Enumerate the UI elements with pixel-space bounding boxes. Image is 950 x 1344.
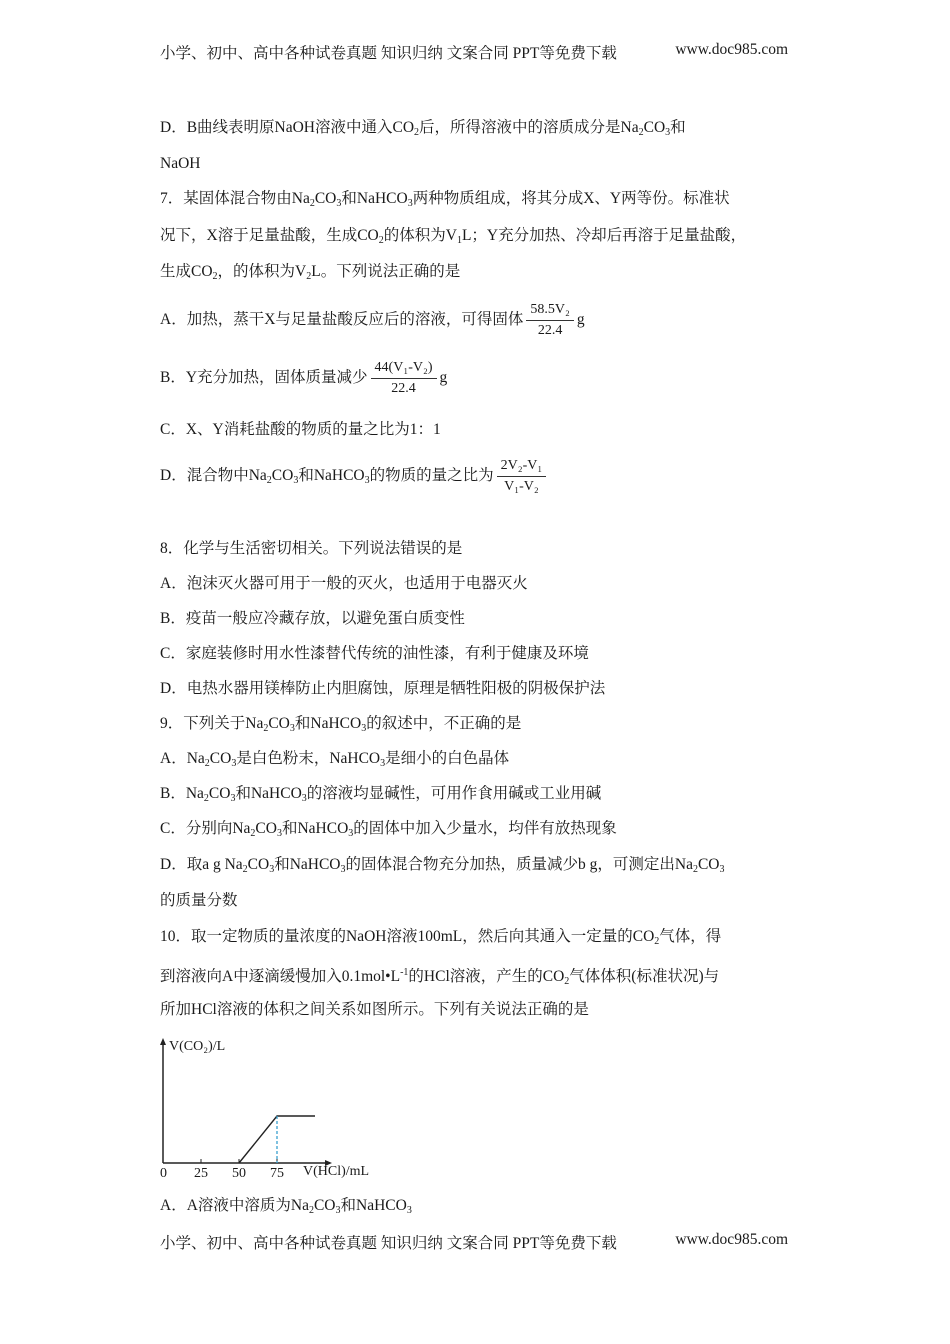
text-run: 和NaHCO <box>341 190 408 207</box>
subscript: 2 <box>266 475 272 487</box>
denominator: 22.4 <box>391 381 416 396</box>
subscript: 3 <box>293 475 299 487</box>
fraction <box>371 358 437 399</box>
co2-volume-chart <box>150 1030 390 1180</box>
text-line <box>160 927 721 947</box>
text-run: D．电热水器用镁棒防止内胆腐蚀，原理是牺牲阳极的阴极保护法 <box>160 680 606 697</box>
text-run: CO <box>313 1197 336 1214</box>
text-run: 的物质的量之比为 <box>369 467 494 485</box>
subscript: 2 <box>414 127 420 138</box>
text-run: 两种物质组成，将其分成X、Y两等份。标准状 <box>412 190 730 207</box>
denominator: 22.4 <box>537 323 563 338</box>
text-line <box>160 714 521 734</box>
subscript: 3 <box>665 127 671 138</box>
subscript: 2 <box>309 198 315 209</box>
text-run: CO <box>247 856 270 873</box>
page-header <box>160 41 788 63</box>
subscript: 2 <box>564 976 570 988</box>
subscript: 2 <box>638 127 644 138</box>
text-run: C．X、Y消耗盐酸的物质的量之比为1：1 <box>160 421 441 438</box>
subscript: 2 <box>692 864 698 875</box>
subscript: 2 <box>378 235 384 246</box>
x-axis-label: V(HCl)/mL <box>303 1164 370 1179</box>
text-run: L。下列说法正确的是 <box>311 263 461 280</box>
text-run: 的固体中加入少量水，均伴有放热现象 <box>353 820 617 837</box>
numerator: 2V₂-V₁ <box>497 456 547 477</box>
text-run: B．疫苗一般应冷藏存放，以避免蛋白质变性 <box>160 610 465 627</box>
subscript: 3 <box>335 1205 341 1216</box>
subscript: 3 <box>231 758 237 769</box>
subscript: 3 <box>230 793 236 804</box>
subscript: 3 <box>269 864 275 875</box>
text-line <box>160 644 589 664</box>
text-line <box>160 1000 589 1020</box>
text-run: 气体，得 <box>659 928 722 945</box>
superscript: -1 <box>400 967 409 978</box>
header-url[interactable]: www.doc985.com <box>675 41 788 58</box>
subscript: 3 <box>348 828 354 839</box>
text-line <box>160 456 549 497</box>
text-run: 8．化学与生活密切相关。下列说法错误的是 <box>160 540 463 557</box>
text-run: 和NaHCO <box>298 467 365 485</box>
text-run: 和 <box>670 119 686 136</box>
text-run: CO <box>255 820 277 837</box>
x-tick-label: 50 <box>232 1166 246 1180</box>
fraction <box>526 300 574 341</box>
text-run: 的叙述中，不正确的是 <box>366 715 522 732</box>
text-run: B．Na <box>160 785 204 802</box>
footer-url[interactable]: www.doc985.com <box>675 1231 788 1248</box>
text-run: CO <box>314 190 337 207</box>
text-run: C．家庭装修时用水性漆替代传统的油性漆，有利于健康及环境 <box>160 645 589 662</box>
text-run: CO <box>208 785 231 802</box>
text-run: 的质量分数 <box>160 892 238 909</box>
text-run: A．泡沫灭火器可用于一般的灭火，也适用于电器灭火 <box>160 575 528 592</box>
text-run: D．混合物中Na <box>160 467 267 485</box>
fraction <box>497 456 547 497</box>
text-run: A．加热，蒸干X与足量盐酸反应后的溶液，可得固体 <box>160 311 524 329</box>
text-line <box>160 226 746 246</box>
y-axis-arrow <box>160 1038 166 1045</box>
text-run: 生成CO <box>160 263 213 280</box>
subscript: 3 <box>340 864 346 875</box>
subscript: 3 <box>364 475 370 487</box>
text-line <box>160 609 465 629</box>
text-run: g <box>439 369 448 387</box>
text-line <box>160 300 585 341</box>
text-run: 9．下列关于Na <box>160 715 264 732</box>
text-run: CO <box>209 750 232 767</box>
text-run: 所加HCl溶液的体积之间关系如图所示。下列有关说法正确的是 <box>160 1001 589 1018</box>
text-run: CO <box>643 119 666 136</box>
text-run: 和NaHCO <box>294 715 362 732</box>
text-run: D．取a g Na <box>160 856 243 873</box>
text-run: 的溶液均显碱性，可用作食用碱或工业用碱 <box>306 785 602 802</box>
text-line <box>160 262 460 282</box>
subscript: 2 <box>204 758 210 769</box>
text-line <box>160 539 462 559</box>
text-line <box>160 420 441 440</box>
subscript: 2 <box>212 271 218 282</box>
text-run: 和NaHCO <box>281 820 349 837</box>
text-line <box>160 819 617 839</box>
subscript: 3 <box>276 828 282 839</box>
text-run: 的固体混合物充分加热，质量减少b g，可测定出Na <box>345 856 693 873</box>
text-line <box>160 1196 412 1216</box>
text-line <box>160 358 447 399</box>
subscript: 2 <box>203 793 209 804</box>
text-run: 10．取一定物质的量浓度的NaOH溶液100mL，然后向其通入一定量的CO <box>160 928 655 945</box>
text-line <box>160 963 719 987</box>
text-run: D．B曲线表明原NaOH溶液中通入CO <box>160 119 415 136</box>
text-run: 况下，X溶于足量盐酸，生成CO <box>160 227 379 244</box>
subscript: 2 <box>654 936 660 947</box>
subscript: 2 <box>242 864 248 875</box>
text-run: C．分别向Na <box>160 820 251 837</box>
text-run: g <box>576 311 585 329</box>
text-run: NaOH <box>160 155 201 172</box>
text-run: 7．某固体混合物由Na <box>160 190 310 207</box>
text-line <box>160 574 528 594</box>
denominator: V₁-V₂ <box>504 479 539 494</box>
subscript: 2 <box>306 271 312 282</box>
text-run: ，的体积为V <box>217 263 307 280</box>
text-run: B．Y充分加热，固体质量减少 <box>160 369 368 387</box>
subscript: 3 <box>301 793 307 804</box>
text-line <box>160 891 238 911</box>
text-run: 是细小的白色晶体 <box>385 750 510 767</box>
x-tick-label: 25 <box>194 1166 208 1180</box>
text-run: 是白色粉末，NaHCO <box>236 750 381 767</box>
header-text: 小学、初中、高中各种试卷真题 知识归纳 文案合同 PPT等免费下载 <box>160 45 617 62</box>
page-footer <box>160 1231 788 1253</box>
text-line <box>160 189 730 209</box>
text-line <box>160 855 725 875</box>
text-run: A．A溶液中溶质为Na <box>160 1197 309 1214</box>
subscript: 3 <box>406 1205 412 1216</box>
text-run: 的HCl溶液，产生的CO <box>408 968 565 986</box>
subscript: 2 <box>263 723 269 734</box>
subscript: 3 <box>289 723 295 734</box>
y-axis-label: V(CO₂)/L <box>169 1039 226 1054</box>
text-line <box>160 118 686 138</box>
subscript: 3 <box>407 198 413 209</box>
subscript: 1 <box>456 235 462 246</box>
text-run: CO <box>271 467 294 485</box>
text-run: CO <box>268 715 290 732</box>
subscript: 2 <box>308 1205 314 1216</box>
text-run: 的体积为V <box>383 227 457 244</box>
text-run: 到溶液向A中逐滴缓慢加入0.1mol•L <box>160 968 401 986</box>
text-run: CO <box>697 856 720 873</box>
footer-text: 小学、初中、高中各种试卷真题 知识归纳 文案合同 PPT等免费下载 <box>160 1235 617 1252</box>
x-tick-label: 75 <box>270 1166 284 1180</box>
subscript: 3 <box>719 864 725 875</box>
subscript: 3 <box>380 758 386 769</box>
numerator: 58.5V₂ <box>526 300 574 321</box>
text-run: L；Y充分加热、冷却后再溶于足量盐酸， <box>461 227 747 244</box>
text-line <box>160 679 605 699</box>
x-tick-label: 0 <box>160 1166 167 1180</box>
text-run: 气体体积(标准状况)与 <box>569 968 720 986</box>
subscript: 2 <box>250 828 256 839</box>
text-run: A．Na <box>160 750 205 767</box>
text-run: 和NaHCO <box>340 1197 407 1214</box>
text-line <box>160 749 509 769</box>
text-run: 后，所得溶液中的溶质成分是Na <box>419 119 639 136</box>
subscript: 3 <box>336 198 342 209</box>
text-line <box>160 154 200 174</box>
text-run: 和NaHCO <box>274 856 341 873</box>
text-run: 和NaHCO <box>235 785 302 802</box>
subscript: 3 <box>361 723 367 734</box>
numerator: 44(V₁-V₂) <box>371 358 437 379</box>
text-line <box>160 784 601 804</box>
